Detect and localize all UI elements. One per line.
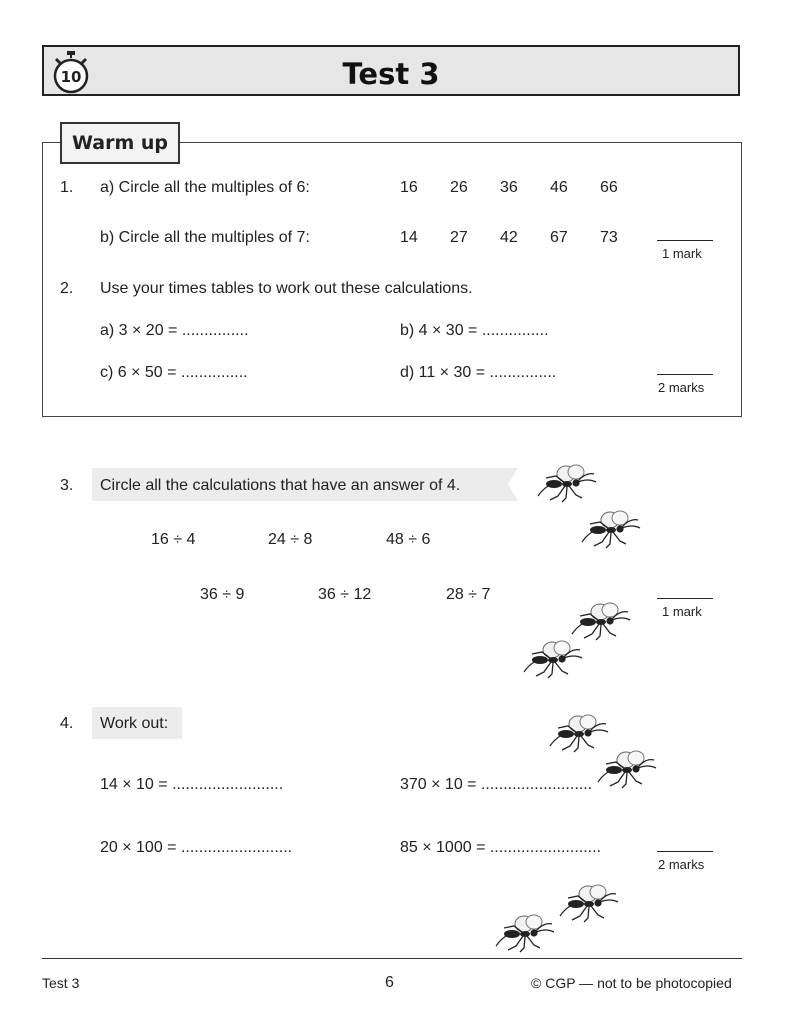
q1b-number[interactable]: 73 — [600, 229, 618, 246]
timer-minutes: 10 — [60, 68, 82, 86]
q1-number: 1. — [60, 179, 74, 196]
q4a-calculation[interactable]: 14 × 10 = ......................... — [100, 776, 284, 793]
q1-marks: 1 mark — [662, 246, 702, 261]
q4-number: 4. — [60, 715, 74, 732]
q4-marks-line — [657, 851, 713, 852]
q3-number: 3. — [60, 477, 74, 494]
ant-icon — [558, 880, 622, 924]
footer-divider — [42, 958, 742, 959]
ant-icon — [596, 746, 660, 790]
q1-marks-line — [657, 240, 713, 241]
q1a-number[interactable]: 16 — [400, 179, 418, 196]
q1a-number[interactable]: 36 — [500, 179, 518, 196]
q3-calculation[interactable]: 16 ÷ 4 — [151, 531, 196, 548]
q1a-number[interactable]: 66 — [600, 179, 618, 196]
q3-calculation[interactable]: 48 ÷ 6 — [386, 531, 431, 548]
ant-icon — [494, 910, 558, 954]
q4c-calculation[interactable]: 20 × 100 = ......................... — [100, 839, 293, 856]
q2b-calculation[interactable]: b) 4 × 30 = ............... — [400, 322, 549, 339]
q1b-number[interactable]: 67 — [550, 229, 568, 246]
title-bar — [42, 45, 740, 96]
footer-copyright: © CGP — not to be photocopied — [531, 975, 732, 991]
q2-marks: 2 marks — [658, 380, 705, 395]
q2-prompt: Use your times tables to work out these calculations. — [100, 280, 473, 297]
q1a-prompt: a) Circle all the multiples of 6: — [100, 179, 310, 196]
q1a-number[interactable]: 46 — [550, 179, 568, 196]
q4-marks: 2 marks — [658, 857, 705, 872]
q1b-number[interactable]: 14 — [400, 229, 418, 246]
ant-icon — [536, 460, 600, 504]
q2d-calculation[interactable]: d) 11 × 30 = ............... — [400, 364, 557, 381]
q1b-prompt: b) Circle all the multiples of 7: — [100, 229, 310, 246]
q1b-number[interactable]: 27 — [450, 229, 468, 246]
ant-icon — [580, 506, 644, 550]
q1a-number[interactable]: 26 — [450, 179, 468, 196]
q2-number: 2. — [60, 280, 74, 297]
warmup-label: Warm up — [60, 122, 180, 164]
page-number: 6 — [385, 974, 394, 991]
q1b-number[interactable]: 42 — [500, 229, 518, 246]
q3-calculation[interactable]: 36 ÷ 12 — [318, 586, 372, 603]
q2c-calculation[interactable]: c) 6 × 50 = ............... — [100, 364, 248, 381]
ant-icon — [522, 636, 586, 680]
footer-test-name: Test 3 — [42, 975, 80, 991]
page-title: Test 3 — [342, 57, 440, 91]
q4b-calculation[interactable]: 370 × 10 = ......................... — [400, 776, 593, 793]
q2a-calculation[interactable]: a) 3 × 20 = ............... — [100, 322, 249, 339]
q3-prompt: Circle all the calculations that have an answer of 4. — [100, 477, 461, 494]
q3-calculation[interactable]: 36 ÷ 9 — [200, 586, 245, 603]
q3-marks-line — [657, 598, 713, 599]
q4d-calculation[interactable]: 85 × 1000 = ......................... — [400, 839, 601, 856]
q3-calculation[interactable]: 24 ÷ 8 — [268, 531, 313, 548]
q3-calculation[interactable]: 28 ÷ 7 — [446, 586, 491, 603]
q4-prompt: Work out: — [100, 715, 169, 732]
q3-marks: 1 mark — [662, 604, 702, 619]
q2-marks-line — [657, 374, 713, 375]
